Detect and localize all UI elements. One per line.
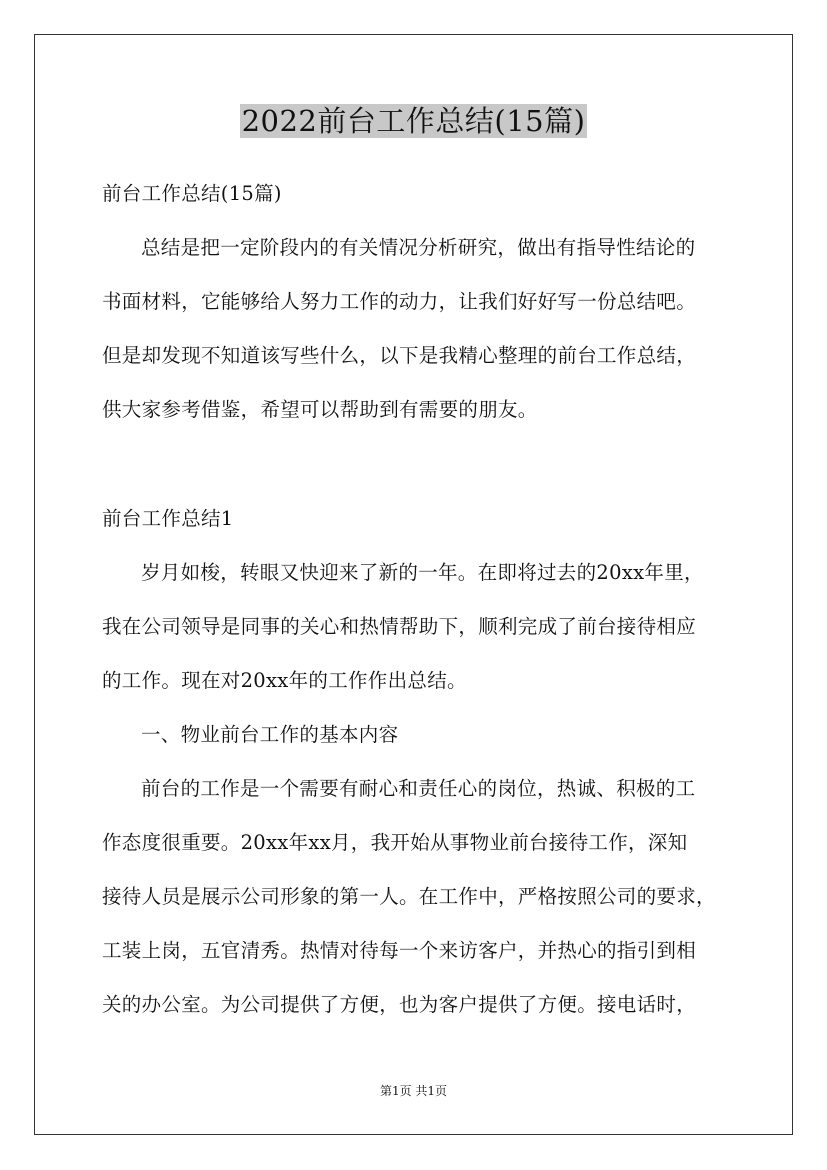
intro-line: 供大家参考借鉴，希望可以帮助到有需要的朋友。 <box>102 398 538 421</box>
section-heading: 前台工作总结1 <box>102 507 234 530</box>
paragraph-line: 我在公司领导是同事的关心和热情帮助下，顺利完成了前台接待相应 <box>102 615 697 638</box>
intro-line: 总结是把一定阶段内的有关情况分析研究，做出有指导性结论的 <box>141 236 696 259</box>
document-title <box>0 100 827 142</box>
intro-line: 书面材料，它能够给人努力工作的动力，让我们好好写一份总结吧。 <box>102 290 697 313</box>
paragraph-line: 工装上岗，五官清秀。热情对待每一个来访客户，并热心的指引到相 <box>102 939 697 962</box>
document-title-text: 2022前台工作总结(15篇) <box>241 104 586 138</box>
paragraph-line: 关的办公室。为公司提供了方便，也为客户提供了方便。接电话时， <box>102 993 697 1016</box>
paragraph-line: 的工作。现在对20xx年的工作作出总结。 <box>102 669 467 692</box>
intro-line: 但是却发现不知道该写些什么，以下是我精心整理的前台工作总结， <box>102 344 697 367</box>
page-footer: 第1页 共1页 <box>379 1084 448 1098</box>
paragraph-line: 前台的工作是一个需要有耐心和责任心的岗位，热诚、积极的工 <box>141 777 696 800</box>
paragraph-line: 作态度很重要。20xx年xx月，我开始从事物业前台接待工作，深知 <box>102 831 688 854</box>
subheading: 一、物业前台工作的基本内容 <box>141 723 399 746</box>
subtitle: 前台工作总结(15篇) <box>102 182 282 205</box>
paragraph-line: 岁月如梭，转眼又快迎来了新的一年。在即将过去的20xx年里， <box>141 561 704 584</box>
paragraph-line: 接待人员是展示公司形象的第一人。在工作中，严格按照公司的要求， <box>102 885 716 908</box>
